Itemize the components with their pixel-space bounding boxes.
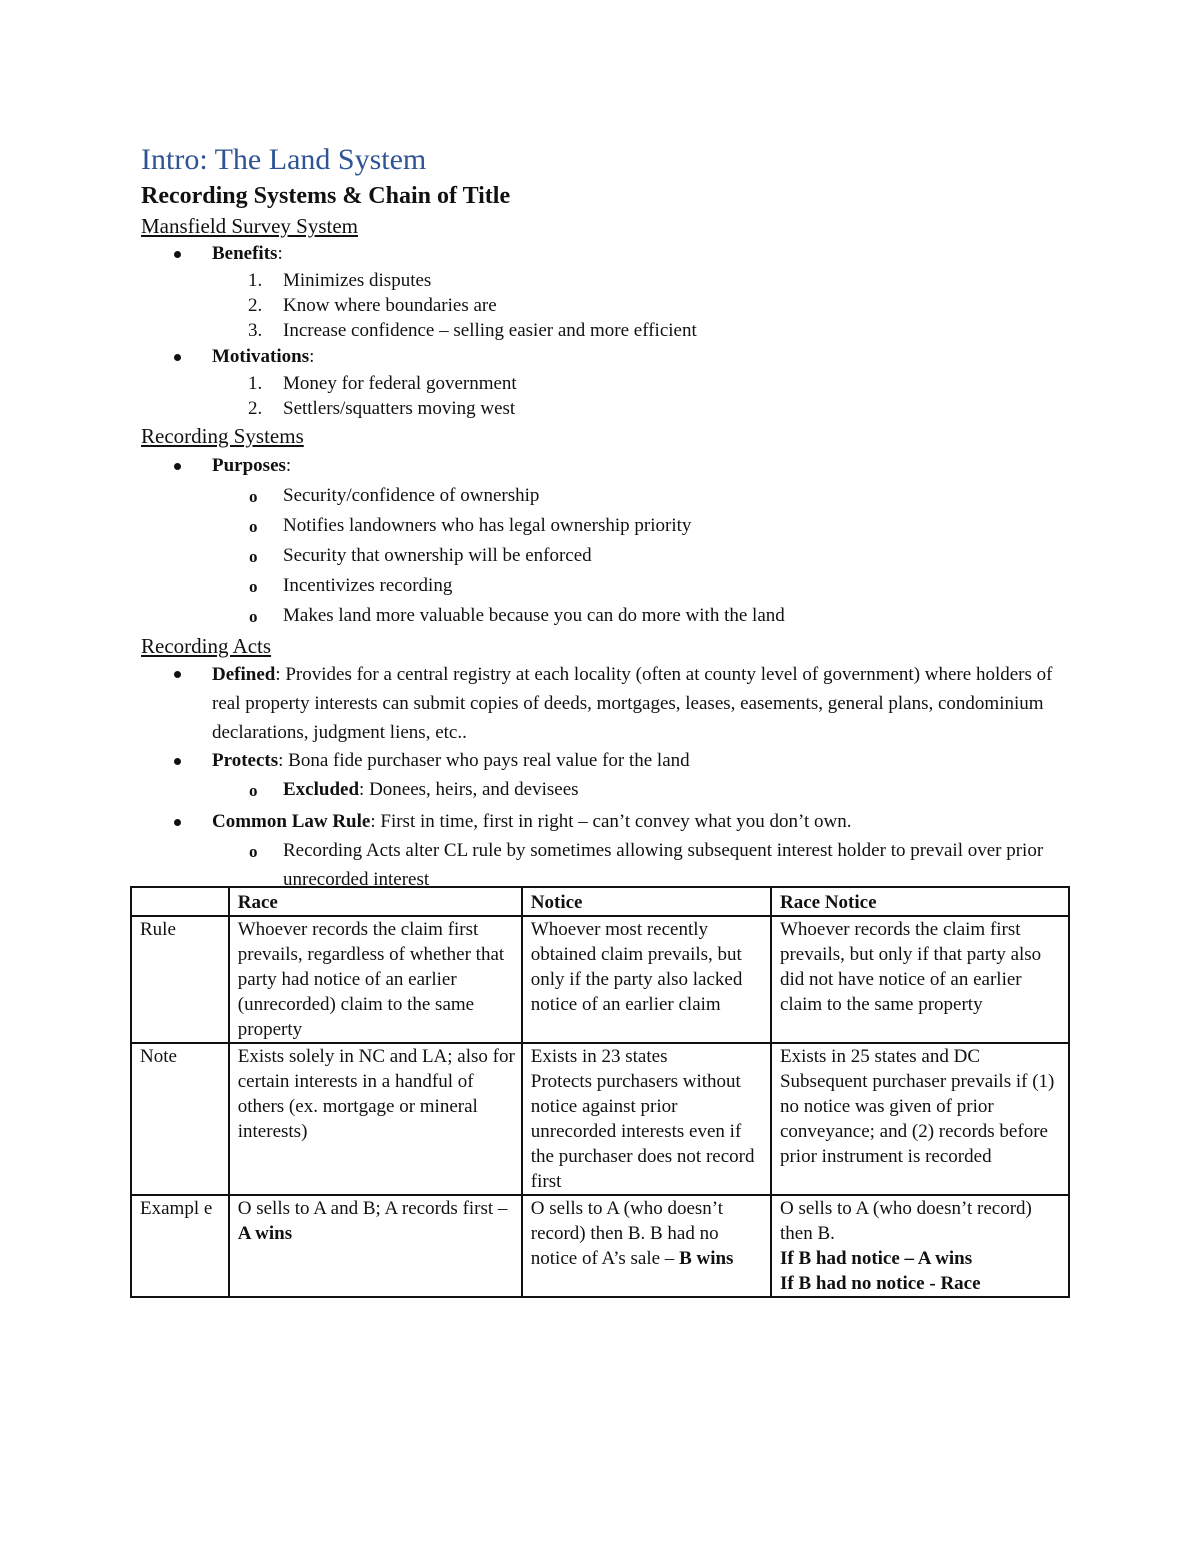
page-title: Intro: The Land System xyxy=(141,143,427,176)
list-item: Common Law Rule: First in time, first in right – can’t convey what you don’t own. xyxy=(141,808,1071,836)
header-cell-empty xyxy=(131,887,229,916)
list-item: 3. Increase confidence – selling easier and more efficient xyxy=(248,320,697,341)
motivations-list xyxy=(141,371,1071,421)
list-item: o Notifies landowners who has legal ownership priority xyxy=(249,515,692,536)
purpose-4: Incentivizes recording xyxy=(283,575,453,596)
purpose-2: Notifies landowners who has legal ownership priority xyxy=(283,515,692,536)
motivation-1: Money for federal government xyxy=(283,373,517,394)
example-race-notice-text: O sells to A (who doesn’t record) then B. xyxy=(779,1198,1032,1244)
purpose-3: Security that ownership will be enforced xyxy=(283,545,592,566)
common-law-bullet xyxy=(141,808,1071,836)
purpose-5: Makes land more valuable because you can do more with the land xyxy=(283,605,785,626)
motivation-2: Settlers/squatters moving west xyxy=(283,398,516,419)
heading-recording-systems: Recording Systems xyxy=(141,424,304,448)
bullet-icon xyxy=(174,251,181,258)
table-header-row xyxy=(131,887,1069,916)
mansfield-list xyxy=(141,240,1071,268)
benefit-3: Increase confidence – selling easier and more efficient xyxy=(283,320,697,341)
list-item: Purposes: xyxy=(141,452,1071,480)
list-item: Benefits: xyxy=(141,240,1071,268)
table-row xyxy=(131,916,1069,1043)
note-notice-line-2: Protects purchasers without notice against prior unrecorded interests even if the purchaser does not record first xyxy=(530,1071,755,1192)
row-label-rule: Rule xyxy=(131,916,229,1043)
purposes-bullet xyxy=(141,452,1071,480)
note-race-notice xyxy=(771,1043,1069,1195)
heading-mansfield: Mansfield Survey System xyxy=(141,214,358,238)
row-label-note: Note xyxy=(131,1043,229,1195)
example-race-result: A wins xyxy=(237,1223,293,1244)
common-law-text: First in time, first in right – can’t convey what you don’t own. xyxy=(380,811,852,832)
motivations-label: Motivations xyxy=(212,346,310,367)
list-item: 1. Money for federal government xyxy=(248,373,517,394)
list-item: 2. Settlers/squatters moving west xyxy=(248,398,516,419)
list-item: o Recording Acts alter CL rule by sometimes allowing subsequent interest holder to prevail over prior unrecorded interest xyxy=(249,840,1044,890)
benefit-1: Minimizes disputes xyxy=(283,270,432,291)
note-race-notice-line-2: Subsequent purchaser prevails if (1) no notice was given of prior conveyance; and (2) records before prior instrument is recorded xyxy=(779,1071,1055,1167)
example-race xyxy=(229,1195,522,1297)
list-item: o Makes land more valuable because you can do more with the land xyxy=(249,605,785,626)
bullet-icon xyxy=(174,463,181,470)
heading-recording-acts: Recording Acts xyxy=(141,634,272,658)
list-item: Defined: Provides for a central registry at each locality (often at county level of government) where holders of real property interests can submit copies of deeds, mortgages, leases, easements, general plans, condominium declarations, judgment liens, etc.. xyxy=(141,660,1071,747)
note-race-notice-line-1: Exists in 25 states and DC xyxy=(779,1046,981,1067)
bullet-icon xyxy=(174,819,181,826)
benefits-label: Benefits xyxy=(212,243,278,264)
purpose-1: Security/confidence of ownership xyxy=(283,485,540,506)
defined-text: Provides for a central registry at each locality (often at county level of government) where holders of real property interests can submit copies of deeds, mortgages, leases, easements, general plans, condominium declarations, judgment liens, etc.. xyxy=(212,664,1053,743)
example-race-notice-result-1: If B had notice – A wins xyxy=(779,1248,973,1269)
document-body xyxy=(141,140,1071,894)
bullet-icon xyxy=(174,671,181,678)
rule-notice: Whoever most recently obtained claim prevails, but only if the party also lacked notice of an earlier claim xyxy=(522,916,771,1043)
protects-text: Bona fide purchaser who pays real value for the land xyxy=(288,750,690,771)
example-race-text: O sells to A and B; A records first – xyxy=(237,1198,508,1219)
list-item: o Security/confidence of ownership xyxy=(249,485,540,506)
bullet-icon xyxy=(174,354,181,361)
list-item: Protects: Bona fide purchaser who pays real value for the land xyxy=(141,747,1071,775)
list-item: o Excluded: Donees, heirs, and devisees xyxy=(249,779,579,800)
excluded-text: Donees, heirs, and devisees xyxy=(369,779,579,800)
recording-acts-table xyxy=(130,886,1070,1298)
defined-label: Defined xyxy=(212,664,276,685)
example-notice-result: B wins xyxy=(679,1248,734,1269)
note-notice xyxy=(522,1043,771,1195)
rule-race-notice: Whoever records the claim first prevails, but only if that party also did not have notice of an earlier claim to the same property xyxy=(771,916,1069,1043)
recording-acts-list xyxy=(141,660,1071,775)
example-notice-text: O sells to A (who doesn’t record) then B. B had no notice of A’s sale – xyxy=(530,1198,724,1269)
protects-label: Protects xyxy=(212,750,279,771)
bullet-icon xyxy=(174,758,181,765)
table-row xyxy=(131,1195,1069,1297)
example-notice xyxy=(522,1195,771,1297)
common-law-label: Common Law Rule xyxy=(212,811,371,832)
benefit-2: Know where boundaries are xyxy=(283,295,497,316)
purposes-list xyxy=(141,481,1071,631)
example-race-notice xyxy=(771,1195,1069,1297)
table-row xyxy=(131,1043,1069,1195)
list-item: 1. Minimizes disputes xyxy=(248,270,432,291)
row-label-example: Exampl e xyxy=(131,1195,229,1297)
note-race: Exists solely in NC and LA; also for certain interests in a handful of others (ex. mortgage or mineral interests) xyxy=(229,1043,522,1195)
list-item: Motivations: xyxy=(141,343,1071,371)
list-item: 2. Know where boundaries are xyxy=(248,295,497,316)
header-race: Race xyxy=(229,887,522,916)
purposes-label: Purposes xyxy=(212,455,286,476)
note-notice-line-1: Exists in 23 states xyxy=(530,1046,668,1067)
page-subtitle: Recording Systems & Chain of Title xyxy=(141,183,511,209)
excluded-label: Excluded xyxy=(283,779,360,800)
list-item: o Incentivizes recording xyxy=(249,575,453,596)
protects-sublist xyxy=(141,775,1071,805)
benefits-list xyxy=(141,268,1071,343)
common-law-sub-text: Recording Acts alter CL rule by sometimes allowing subsequent interest holder to prevail over prior unrecorded interest xyxy=(283,840,1044,890)
example-race-notice-result-2: If B had no notice - Race xyxy=(779,1273,981,1294)
header-notice: Notice xyxy=(522,887,771,916)
rule-race: Whoever records the claim first prevails, regardless of whether that party had notice of an earlier (unrecorded) claim to the same property xyxy=(229,916,522,1043)
motivations-bullet xyxy=(141,343,1071,371)
header-race-notice: Race Notice xyxy=(771,887,1069,916)
list-item: o Security that ownership will be enforced xyxy=(249,545,592,566)
